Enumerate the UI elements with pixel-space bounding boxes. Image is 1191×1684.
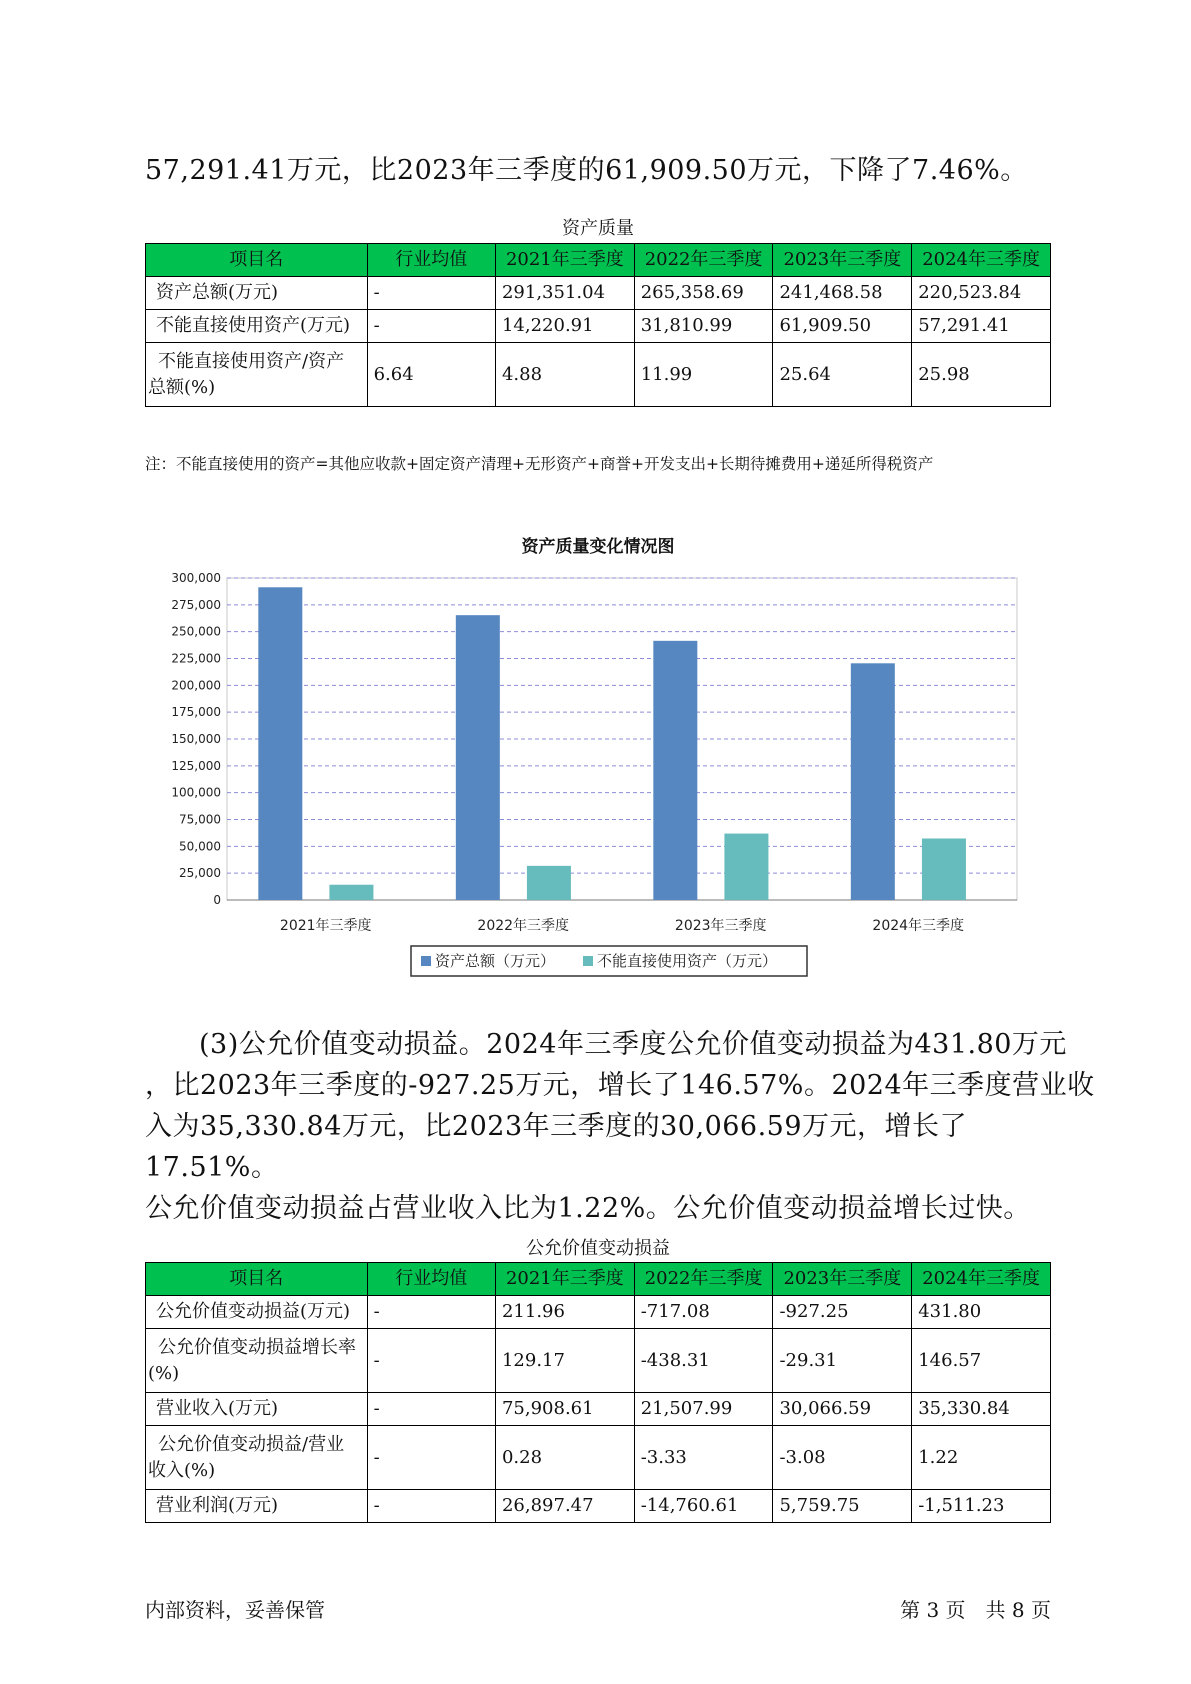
- table2-header-cell: 2022年三季度: [634, 1263, 773, 1296]
- table-cell: 25.64: [773, 343, 912, 407]
- y-tick-label: 50,000: [179, 839, 221, 854]
- table-cell: -1,511.23: [912, 1490, 1051, 1523]
- y-tick-label: 150,000: [171, 732, 221, 746]
- x-tick-label: 2023年三季度: [674, 918, 767, 934]
- table-cell: 不能直接使用资产(万元): [146, 310, 368, 343]
- bar: [456, 615, 500, 900]
- table2-header-cell: 2023年三季度: [773, 1263, 912, 1296]
- table-cell: 57,291.41: [912, 310, 1051, 343]
- table-row: [146, 1393, 1051, 1426]
- table-cell: 资产总额(万元): [146, 277, 368, 310]
- legend-label: 资产总额（万元）: [435, 952, 556, 970]
- y-tick-label: 300,000: [171, 571, 221, 585]
- table1-header-cell: 行业均值: [367, 244, 495, 277]
- legend-label: 不能直接使用资产（万元）: [597, 952, 778, 970]
- y-tick-label: 275,000: [171, 597, 221, 612]
- y-tick-label: 250,000: [171, 624, 221, 639]
- fair-value-table: [145, 1262, 1051, 1523]
- bar: [329, 885, 373, 900]
- legend-swatch: [583, 956, 593, 966]
- table1-header-cell: 2022年三季度: [634, 244, 773, 277]
- table-cell: 291,351.04: [495, 277, 634, 310]
- table-cell: 35,330.84: [912, 1393, 1051, 1426]
- y-tick-label: 225,000: [171, 651, 221, 666]
- y-tick-label: 0: [213, 893, 221, 907]
- table2-header-cell: 行业均值: [367, 1263, 495, 1296]
- footer-left: 内部资料，妥善保管: [145, 1598, 325, 1622]
- bar: [724, 834, 768, 900]
- table-cell: 不能直接使用资产/资产总额(%): [146, 343, 368, 407]
- table-cell: 1.22: [912, 1426, 1051, 1490]
- table1-header-cell: 项目名: [146, 244, 368, 277]
- table-cell: -14,760.61: [634, 1490, 773, 1523]
- table-cell: 220,523.84: [912, 277, 1051, 310]
- table-cell: -438.31: [634, 1329, 773, 1393]
- y-tick-label: 200,000: [171, 678, 221, 693]
- table-cell: 211.96: [495, 1296, 634, 1329]
- legend-swatch: [421, 956, 431, 966]
- table-cell: -717.08: [634, 1296, 773, 1329]
- table-cell: -: [367, 1329, 495, 1393]
- section3-line: (3)公允价值变动损益。2024年三季度公允价值变动损益为431.80万元: [199, 1029, 1067, 1060]
- table-cell: -: [367, 1426, 495, 1490]
- table-cell: 公允价值变动损益(万元): [146, 1296, 368, 1329]
- table1-header-cell: 2021年三季度: [495, 244, 634, 277]
- section3-line: ，比2023年三季度的-927.25万元，增长了146.57%。2024年三季度营业收: [145, 1070, 1095, 1101]
- table-cell: 营业利润(万元): [146, 1490, 368, 1523]
- table-cell: 30,066.59: [773, 1393, 912, 1426]
- y-tick-label: 175,000: [171, 705, 221, 720]
- chart-title: 资产质量变化情况图: [521, 537, 675, 557]
- table-cell: 6.64: [367, 343, 495, 407]
- table2-header-cell: 2021年三季度: [495, 1263, 634, 1296]
- table-cell: 241,468.58: [773, 277, 912, 310]
- bar: [653, 641, 697, 900]
- table2-header-row: [146, 1263, 1051, 1296]
- y-tick-label: 75,000: [179, 812, 221, 827]
- table-cell: 4.88: [495, 343, 634, 407]
- table1-header-cell: 2024年三季度: [912, 244, 1051, 277]
- table2-header-cell: 2024年三季度: [912, 1263, 1051, 1296]
- table-cell: -927.25: [773, 1296, 912, 1329]
- table-row: [146, 343, 1051, 407]
- table-cell: 26,897.47: [495, 1490, 634, 1523]
- table-cell: 75,908.61: [495, 1393, 634, 1426]
- table-cell: 公允价值变动损益增长率(%): [146, 1329, 368, 1393]
- page-number: 第 3 页 共 8 页: [900, 1598, 1051, 1622]
- bar: [851, 663, 895, 900]
- table-cell: 营业收入(万元): [146, 1393, 368, 1426]
- bar: [922, 839, 966, 900]
- table-cell: 61,909.50: [773, 310, 912, 343]
- table1-caption: 资产质量: [562, 218, 634, 239]
- table-cell: -: [367, 277, 495, 310]
- section3-line: 公允价值变动损益占营业收入比为1.22%。公允价值变动损益增长过快。: [145, 1193, 1031, 1224]
- table-cell: 11.99: [634, 343, 773, 407]
- x-tick-label: 2024年三季度: [872, 918, 965, 934]
- section3-paragraph: [145, 1024, 1095, 1229]
- table1-header-cell: 2023年三季度: [773, 244, 912, 277]
- intro-paragraph: 57,291.41万元，比2023年三季度的61,909.50万元，下降了7.46%。: [145, 155, 1028, 186]
- bar: [258, 587, 302, 900]
- table-row: [146, 1329, 1051, 1393]
- table-cell: 21,507.99: [634, 1393, 773, 1426]
- table-row: [146, 1426, 1051, 1490]
- table-row: [146, 277, 1051, 310]
- table1-header-row: [146, 244, 1051, 277]
- table-cell: 25.98: [912, 343, 1051, 407]
- table-cell: -: [367, 310, 495, 343]
- section3-line: 入为35,330.84万元，比2023年三季度的30,066.59万元，增长了17.51%。: [145, 1111, 968, 1183]
- table-cell: 265,358.69: [634, 277, 773, 310]
- table2-header-cell: 项目名: [146, 1263, 368, 1296]
- table-cell: -: [367, 1490, 495, 1523]
- table-row: [146, 310, 1051, 343]
- table-cell: 5,759.75: [773, 1490, 912, 1523]
- asset-quality-chart: [145, 560, 1045, 980]
- table-cell: -3.08: [773, 1426, 912, 1490]
- table-cell: 431.80: [912, 1296, 1051, 1329]
- table2-caption: 公允价值变动损益: [526, 1238, 670, 1259]
- table-cell: -29.31: [773, 1329, 912, 1393]
- table-cell: 14,220.91: [495, 310, 634, 343]
- x-tick-label: 2021年三季度: [279, 918, 372, 934]
- table-cell: 146.57: [912, 1329, 1051, 1393]
- table-cell: -: [367, 1393, 495, 1426]
- table-cell: 31,810.99: [634, 310, 773, 343]
- asset-quality-table: [145, 243, 1051, 407]
- table-cell: 0.28: [495, 1426, 634, 1490]
- y-tick-label: 25,000: [179, 866, 221, 881]
- table-cell: 公允价值变动损益/营业收入(%): [146, 1426, 368, 1490]
- y-tick-label: 100,000: [171, 785, 221, 800]
- table1-note: 注：不能直接使用的资产=其他应收款+固定资产清理+无形资产+商誉+开发支出+长期待摊费用+递延所得税资产: [145, 455, 934, 473]
- table-cell: 129.17: [495, 1329, 634, 1393]
- table-row: [146, 1296, 1051, 1329]
- table-cell: -3.33: [634, 1426, 773, 1490]
- table-cell: -: [367, 1296, 495, 1329]
- bar: [527, 866, 571, 900]
- table-row: [146, 1490, 1051, 1523]
- x-tick-label: 2022年三季度: [477, 918, 570, 934]
- y-tick-label: 125,000: [171, 758, 221, 773]
